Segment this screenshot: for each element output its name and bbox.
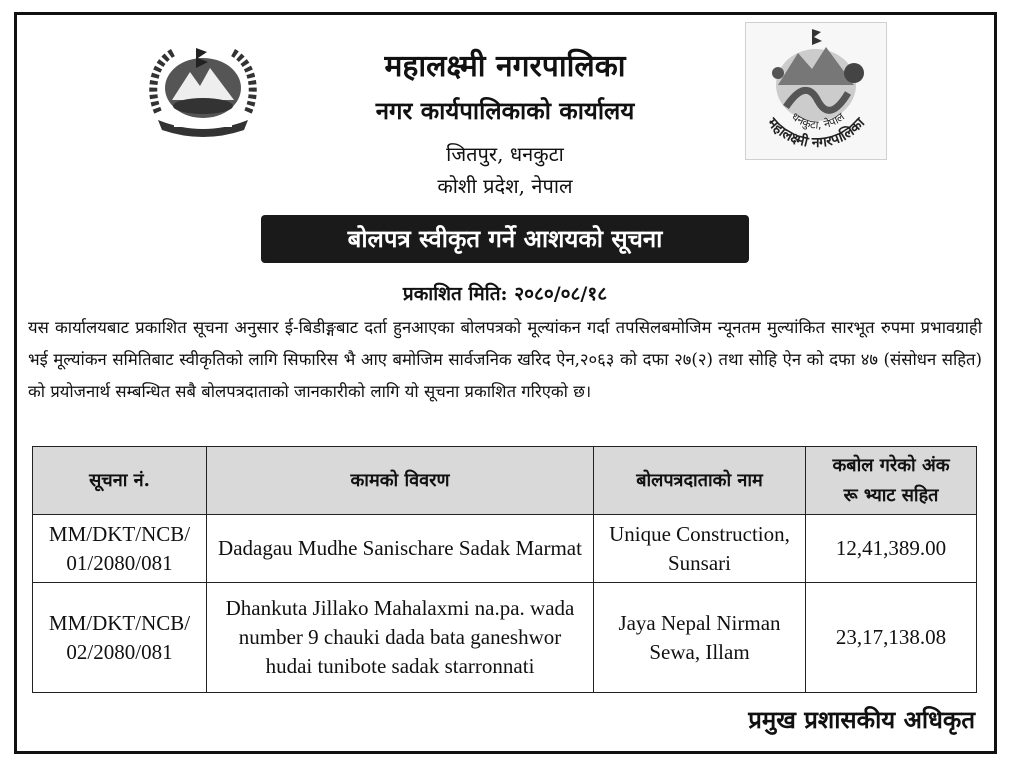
work-description-cell [207,515,594,583]
bidder-name-cell [594,583,806,693]
logo-bottom-text: धनकुटा, नेपाल [788,110,848,132]
col-header-bidder-name: बोलपत्रदाताको नाम [594,447,806,515]
col-header-bid-amount-line1: कबोल गरेको अंक [832,454,950,476]
municipality-title: महालक्ष्मी नगरपालिका [384,49,626,84]
table-header-row [33,447,977,515]
work-description-line2: number 9 chauki dada bata ganeshwor [238,625,562,649]
work-description-line3: hudai tunibote sadak starronnati [265,654,535,678]
bidder-name-line2: Sewa, Illam [649,639,750,664]
work-description-line1: Dhankuta Jillako Mahalaxmi na.pa. wada [225,596,575,620]
address-line-1: जितपुर, धनकुटा [446,142,564,166]
work-description-line1: Dadagau Mudhe Sanischare Sadak Marmat [218,536,582,560]
office-name: नगर कार्यपालिकाको कार्यालय [375,96,635,125]
notice-no-line2: 02/2080/081 [66,639,173,664]
bid-amount-cell: 12,41,389.00 [806,515,977,583]
col-header-bid-amount [806,447,977,515]
notice-no-line2: 01/2080/081 [66,550,173,575]
bidder-name-line1: Unique Construction, [609,521,790,546]
notice-no-line1: MM/DKT/NCB/ [48,610,191,635]
notice-no-cell [33,583,207,693]
bid-table [32,446,977,693]
notice-title: बोलपत्र स्वीकृत गर्ने आशयको सूचना [261,215,749,263]
signatory-title: प्रमुख प्रशासकीय अधिकृत [748,705,975,734]
col-header-bid-amount-line2: रू भ्याट सहित [843,484,939,506]
municipality-logo-icon [745,22,887,160]
address-line-2: कोशी प्रदेश, नेपाल [437,174,573,198]
col-header-work-description: कामको विवरण [207,447,594,515]
work-description-cell [207,583,594,693]
published-date: २०८०/०८/१८ [514,283,608,305]
notice-body: यस कार्यालयबाट प्रकाशित सूचना अनुसार ई-बिडीङ्गबाट दर्ता हुनआएका बोलपत्रको मूल्यांकन गर्दा तपसिलबमोजिम न्यूनतम मुल्यांकित सारभूत रुपमा प्रभावग्राही भई मूल्यांकन समितिबाट स्वीकृतिको लागि सिफारिस भै आए बमोजिम सार्वजनिक खरिद ऐन,२०६३ को दफा २७(२) तथा सोहि ऐन को दफा ४७ (संसोधन सहित) को प्रयोजनार्थ सम्बन्धित सबै बोलपत्रदाताको जानकारीको लागि यो सूचना प्रकाशित गरिएको छ। [28,318,982,401]
published-date-line [260,280,750,306]
notice-no-line1: MM/DKT/NCB/ [48,521,191,546]
bidder-name-line1: Jaya Nepal Nirman [618,610,781,635]
logo-arc-text: महालक्ष्मी नगरपालिका [763,114,869,151]
bidder-name-cell [594,515,806,583]
published-label: प्रकाशित मिति: [402,283,508,305]
nepal-emblem-icon [140,40,266,140]
col-header-notice-no: सूचना नं. [33,447,207,515]
bidder-name-line2: Sunsari [668,550,731,575]
table-row [33,515,977,583]
bid-amount-cell: 23,17,138.08 [806,583,977,693]
table-row [33,583,977,693]
notice-no-cell [33,515,207,583]
